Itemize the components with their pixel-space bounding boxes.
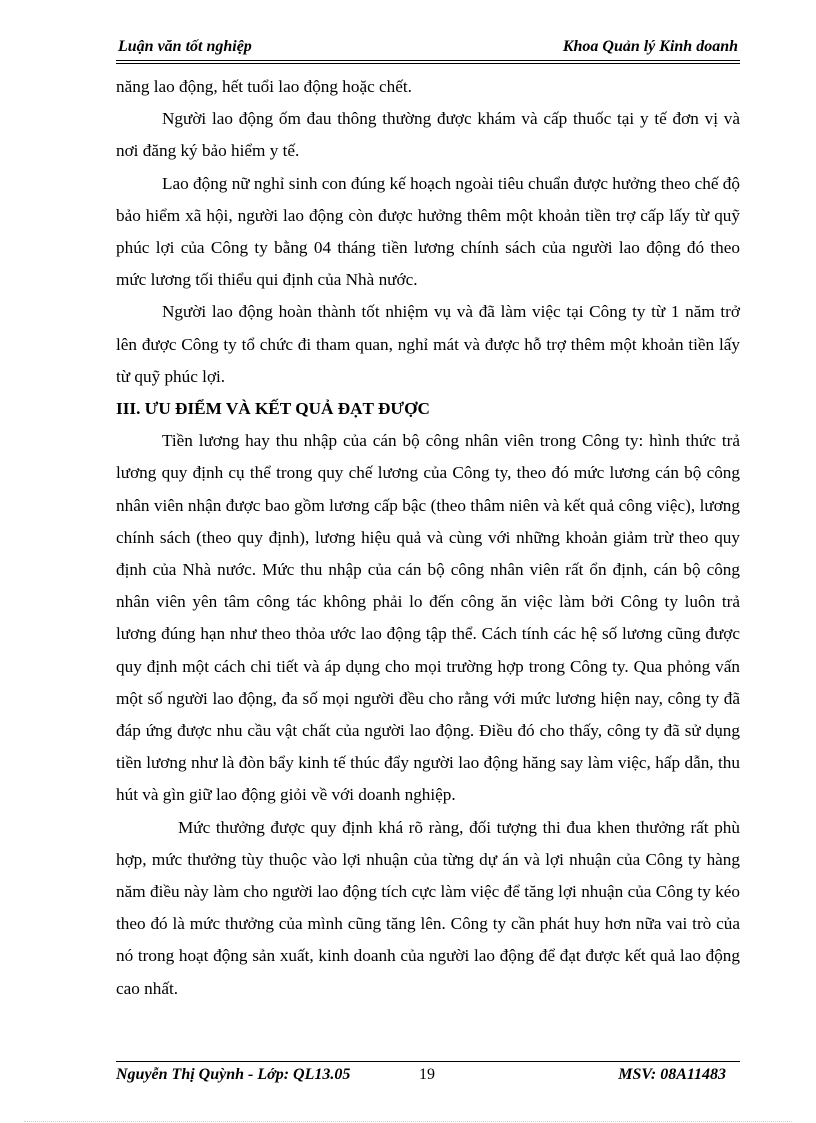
header-faculty: Khoa Quản lý Kinh doanh	[562, 38, 738, 55]
footer-rule	[116, 1061, 740, 1062]
paragraph-salary: Tiền lương hay thu nhập của cán bộ công nhân viên trong Công ty: hình thức trả lương quy định cụ thể trong quy chế lương của Công ty, theo đó mức lương cán bộ công nhân viên nhận được bao gồm lương cấp bậc (theo thâm niên và kết quả công việc), lương chính sách (theo quy định), lương hiệu quả và cùng với những khoản giảm trừ theo quy định của Nhà nước. Mức thu nhập của cán bộ công nhân viên rất ổn định, cán bộ công nhân viên yên tâm công tác không phải lo đến công ăn việc làm bởi Công ty luôn trả lương đúng hạn như theo thỏa ước lao động tập thể. Cách tính các hệ số lương cũng được quy định một cách chi tiết và áp dụng cho mọi trường hợp trong Công ty. Qua phỏng vấn một số người lao động, đa số mọi người đều cho rằng với mức lương hiện nay, công ty đã đáp ứng được nhu cầu vật chất của người lao động. Điều đó cho thấy, công ty đã sử dụng tiền lương như là đòn bẩy kinh tế thúc đẩy người lao động hăng say làm việc, hấp dẫn, thu hút và gìn giữ lao động giỏi về với doanh nghiệp.	[116, 431, 740, 805]
header-rule-secondary	[116, 63, 740, 64]
header-thesis-title: Luận văn tốt nghiệp	[118, 38, 252, 55]
page-footer	[116, 1064, 740, 1088]
paragraph-sickness: Người lao động ốm đau thông thường được khám và cấp thuốc tại y tế đơn vị và nơi đăng ký bảo hiểm y tế.	[116, 109, 740, 161]
header-rule	[116, 60, 740, 61]
paragraph-maternity: Lao động nữ nghỉ sinh con đúng kế hoạch ngoài tiêu chuẩn được hưởng theo chế độ bảo hiểm xã hội, người lao động còn được hưởng thêm một khoản tiền trợ cấp lấy từ quỹ phúc lợi của Công ty bằng 04 tháng tiền lương chính sách của người lao động đó theo mức lương tối thiểu qui định của Nhà nước.	[116, 173, 740, 290]
document-body	[116, 71, 740, 1005]
page-number: 19	[419, 1066, 435, 1083]
paragraph-travel: Người lao động hoàn thành tốt nhiệm vụ và đã làm việc tại Công ty từ 1 năm trở lên được Công ty tổ chức đi tham quan, nghỉ mát và được hỗ trợ thêm một khoản tiền lấy từ quỹ phúc lợi.	[116, 302, 740, 386]
footer-student-id: MSV: 08A11483	[618, 1066, 726, 1083]
footer-author: Nguyễn Thị Quỳnh - Lớp: QL13.05	[116, 1066, 351, 1083]
page-header	[116, 36, 740, 60]
page-bottom-dotted-line	[24, 1121, 792, 1122]
paragraph-bonus: Mức thưởng được quy định khá rõ ràng, đối tượng thi đua khen thưởng rất phù hợp, mức thưởng tùy thuộc vào lợi nhuận của từng dự án và lợi nhuận của Công ty hàng năm điều này làm cho người lao động tích cực làm việc để tăng lợi nhuận của Công ty kéo theo đó là mức thưởng của mình cũng tăng lên. Công ty cần phát huy hơn nữa vai trò của nó trong hoạt động sản xuất, kinh doanh của người lao động để đạt được kết quả lao động cao nhất.	[116, 817, 740, 998]
section-heading: III. ƯU ĐIỂM VÀ KẾT QUẢ ĐẠT ĐƯỢC	[116, 399, 430, 419]
paragraph-continuation: năng lao động, hết tuổi lao động hoặc chết.	[116, 77, 412, 96]
